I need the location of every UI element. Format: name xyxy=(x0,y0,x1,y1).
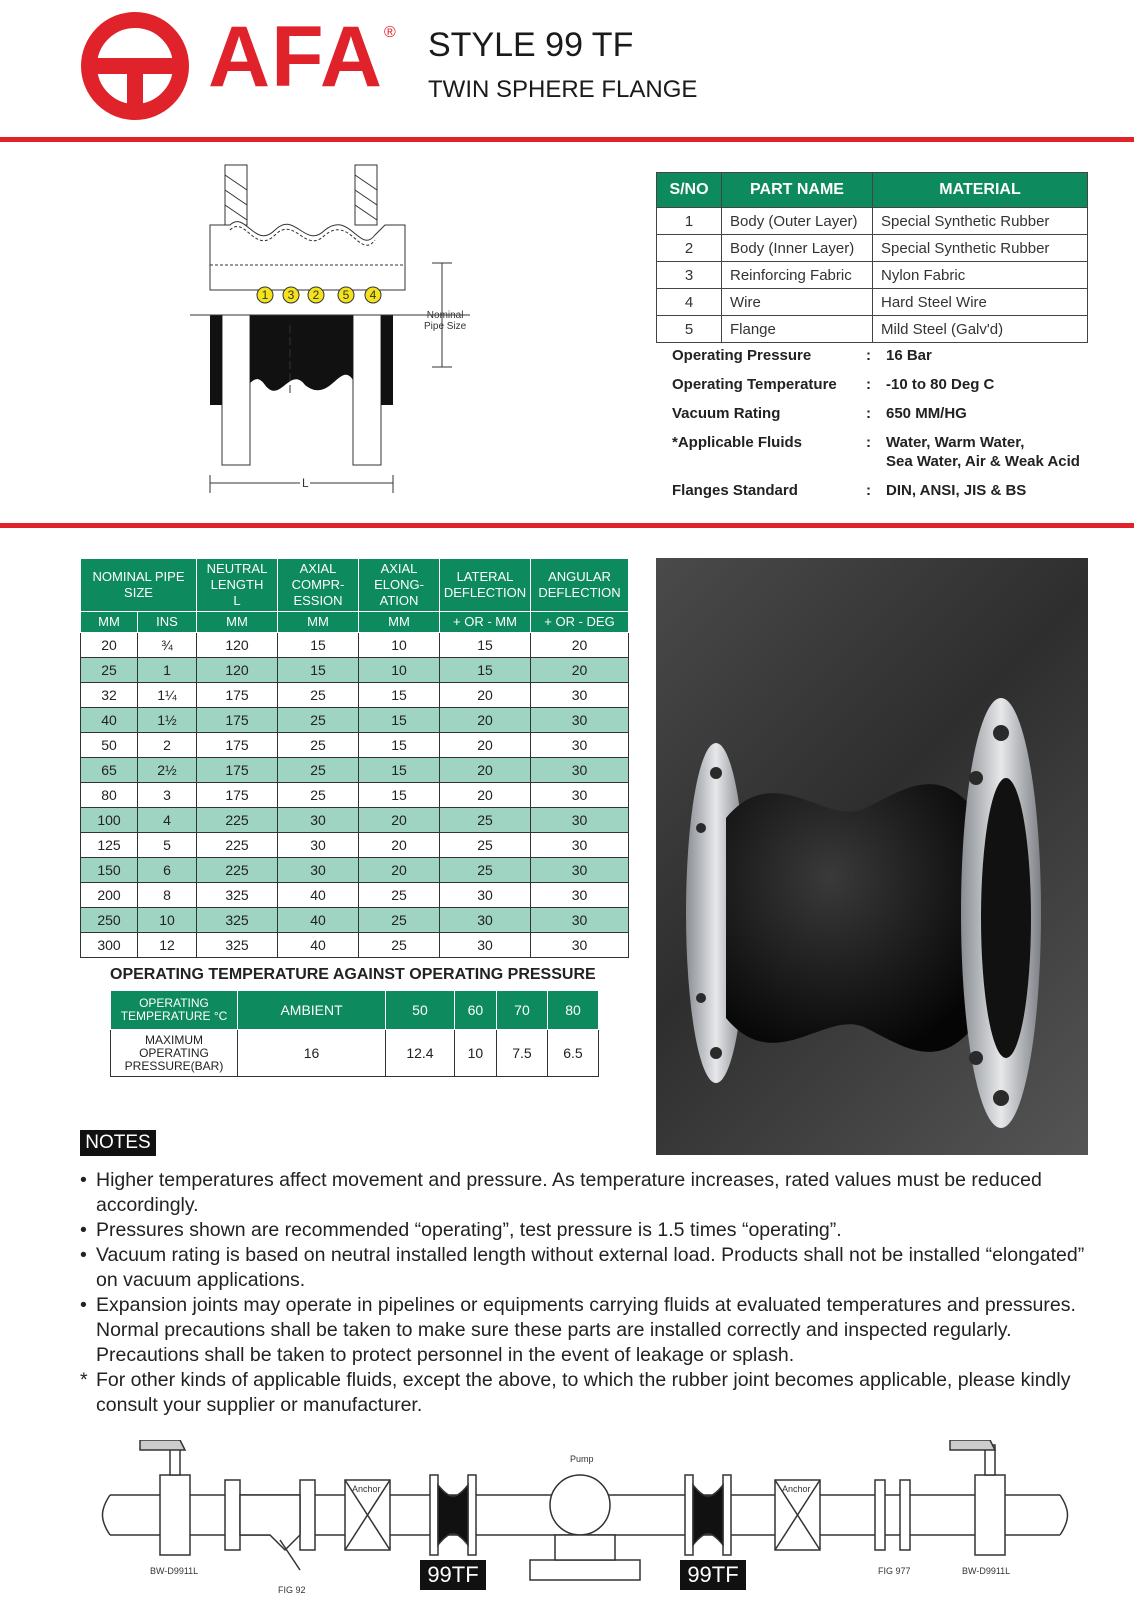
table-cell: 6 xyxy=(138,858,197,883)
note-bullet: • xyxy=(80,1169,87,1191)
table-cell: 30 xyxy=(440,883,531,908)
table-cell: 30 xyxy=(531,833,629,858)
table-cell: 120 xyxy=(197,633,278,658)
table-cell: 175 xyxy=(197,683,278,708)
table-cell: 325 xyxy=(197,883,278,908)
table-cell: 10 xyxy=(454,1030,496,1077)
table-row xyxy=(81,708,629,733)
table-cell: Special Synthetic Rubber xyxy=(873,235,1088,262)
spec-colon: : xyxy=(866,482,871,499)
notes-badge: NOTES xyxy=(80,1130,156,1156)
table-cell: 25 xyxy=(81,658,138,683)
spec-value-multiline xyxy=(886,433,1112,471)
dims-header-row-2 xyxy=(81,612,629,633)
table-cell: 30 xyxy=(531,758,629,783)
dims-header: NEUTRAL LENGTH L xyxy=(197,559,278,612)
table-cell: 65 xyxy=(81,758,138,783)
table-cell: 25 xyxy=(359,883,440,908)
table-cell: 225 xyxy=(197,833,278,858)
spec-value: -10 to 80 Deg C xyxy=(886,376,995,393)
op-header: 50 xyxy=(386,991,455,1030)
spec-vacuum-rating xyxy=(672,404,1112,423)
top-divider xyxy=(0,137,1134,142)
table-row xyxy=(81,808,629,833)
page-subtitle: TWIN SPHERE FLANGE xyxy=(428,76,698,103)
table-cell: 20 xyxy=(440,708,531,733)
table-cell: 80 xyxy=(81,783,138,808)
table-cell: 20 xyxy=(359,858,440,883)
parts-header-name: PART NAME xyxy=(722,173,873,208)
table-cell: 25 xyxy=(278,733,359,758)
spec-key: *Applicable Fluids xyxy=(672,434,803,451)
op-header-first: OPERATING TEMPERATURE °C xyxy=(111,991,238,1030)
dims-header: NOMINAL PIPE SIZE xyxy=(81,559,197,612)
table-cell: 15 xyxy=(359,783,440,808)
table-cell: 20 xyxy=(531,633,629,658)
table-cell: 20 xyxy=(440,683,531,708)
dims-header: LATERAL DEFLECTION xyxy=(440,559,531,612)
table-cell: 20 xyxy=(440,783,531,808)
spec-value: Water, Warm Water, xyxy=(886,434,1025,451)
rubber-joint-image xyxy=(656,558,1088,1155)
parts-header-row xyxy=(657,173,1088,208)
table-cell: 30 xyxy=(531,783,629,808)
table-cell: 1 xyxy=(657,208,722,235)
table-cell: 15 xyxy=(278,633,359,658)
anchor-right-label: Anchor xyxy=(782,1484,811,1494)
table-cell: 25 xyxy=(359,908,440,933)
table-row xyxy=(81,833,629,858)
table-row xyxy=(657,235,1088,262)
dims-unit: MM xyxy=(278,612,359,633)
table-row xyxy=(81,883,629,908)
table-cell: 20 xyxy=(359,808,440,833)
table-cell: 4 xyxy=(657,289,722,316)
nominal-label-line1: Nominal xyxy=(426,310,464,321)
table-row xyxy=(81,933,629,958)
spec-operating-pressure xyxy=(672,346,1112,365)
spec-key: Operating Pressure xyxy=(672,347,812,364)
op-table-title: OPERATING TEMPERATURE AGAINST OPERATING PRESSURE xyxy=(110,966,596,983)
note-text: For other kinds of applicable fluids, except the above, to which the rubber joint becomes applicable, please kindly consult your supplier or manufacturer. xyxy=(96,1369,1071,1416)
table-cell: 175 xyxy=(197,783,278,808)
note-bullet: • xyxy=(80,1219,87,1241)
table-cell: 15 xyxy=(359,733,440,758)
table-cell: 10 xyxy=(359,658,440,683)
page-title: STYLE 99 TF xyxy=(428,26,634,64)
spec-key: Vacuum Rating xyxy=(672,405,781,422)
note-text: Expansion joints may operate in pipelines or equipments carrying fluids at evaluated temperatures and pressures. Normal precautions shall be taken to make sure these parts are installed correctly and inspected regularly. Precautions shall be taken to protect personnel in the event of leakage or splash. xyxy=(96,1294,1076,1366)
note-bullet: • xyxy=(80,1244,87,1266)
table-cell: 20 xyxy=(531,658,629,683)
nominal-label-line2: Pipe Size xyxy=(424,321,467,332)
op-row-first: MAXIMUM OPERATING PRESSURE(BAR) xyxy=(111,1030,238,1077)
op-header: 80 xyxy=(547,991,598,1030)
op-header-row xyxy=(111,991,599,1030)
table-cell: 12 xyxy=(138,933,197,958)
callout-2: 2 xyxy=(312,288,320,302)
table-cell: 15 xyxy=(440,658,531,683)
table-row xyxy=(81,633,629,658)
table-cell: 175 xyxy=(197,733,278,758)
joint-tag-left: 99TF xyxy=(420,1560,486,1590)
table-cell: Special Synthetic Rubber xyxy=(873,208,1088,235)
table-cell: 40 xyxy=(81,708,138,733)
dims-header-row-1 xyxy=(81,559,629,612)
table-cell: 6.5 xyxy=(547,1030,598,1077)
table-row xyxy=(657,208,1088,235)
table-cell: 30 xyxy=(531,708,629,733)
table-row xyxy=(657,262,1088,289)
table-cell: 25 xyxy=(278,783,359,808)
pump-label: Pump xyxy=(570,1454,594,1464)
table-cell: Flange xyxy=(722,316,873,343)
table-cell: 30 xyxy=(278,833,359,858)
table-cell: 30 xyxy=(278,858,359,883)
dims-unit: + OR - MM xyxy=(440,612,531,633)
table-cell: 120 xyxy=(197,658,278,683)
table-cell: ¾ xyxy=(138,633,197,658)
table-cell: Body (Inner Layer) xyxy=(722,235,873,262)
parts-header-sno: S/NO xyxy=(657,173,722,208)
table-cell: 3 xyxy=(138,783,197,808)
temperature-pressure-table xyxy=(110,990,599,1077)
nominal-pipe-label xyxy=(424,310,466,332)
table-cell: 7.5 xyxy=(496,1030,547,1077)
table-cell: 225 xyxy=(197,858,278,883)
table-cell: 10 xyxy=(138,908,197,933)
table-cell: 325 xyxy=(197,933,278,958)
note-text: Higher temperatures affect movement and pressure. As temperature increases, rated values must be reduced accordingly. xyxy=(96,1169,1042,1216)
length-label: L xyxy=(302,476,309,490)
dims-body xyxy=(81,633,629,958)
table-cell: 15 xyxy=(278,658,359,683)
callout-4: 4 xyxy=(369,288,377,302)
table-cell: 25 xyxy=(278,708,359,733)
table-cell: 20 xyxy=(359,833,440,858)
table-cell: 20 xyxy=(440,733,531,758)
table-cell: 1¼ xyxy=(138,683,197,708)
table-cell: 25 xyxy=(440,833,531,858)
table-row xyxy=(81,683,629,708)
table-cell: 30 xyxy=(531,908,629,933)
table-row xyxy=(111,1030,599,1077)
parts-header-material: MATERIAL xyxy=(873,173,1088,208)
dims-header: ANGULAR DEFLECTION xyxy=(531,559,629,612)
table-cell: 175 xyxy=(197,708,278,733)
table-cell: 30 xyxy=(531,858,629,883)
table-cell: Nylon Fabric xyxy=(873,262,1088,289)
table-cell: 25 xyxy=(440,808,531,833)
table-cell: 30 xyxy=(531,933,629,958)
table-cell: Hard Steel Wire xyxy=(873,289,1088,316)
table-cell: 3 xyxy=(657,262,722,289)
table-cell: 2 xyxy=(138,733,197,758)
table-cell: 40 xyxy=(278,883,359,908)
table-cell: Mild Steel (Galv'd) xyxy=(873,316,1088,343)
callout-1: 1 xyxy=(261,288,269,302)
table-cell: 30 xyxy=(440,908,531,933)
table-row xyxy=(81,783,629,808)
dims-unit: + OR - DEG xyxy=(531,612,629,633)
list-item xyxy=(80,1168,1090,1218)
spec-operating-temperature xyxy=(672,375,1112,394)
table-cell: 25 xyxy=(440,858,531,883)
table-cell: 1½ xyxy=(138,708,197,733)
parts-table xyxy=(656,172,1088,343)
list-item xyxy=(80,1218,1090,1243)
table-cell: 5 xyxy=(657,316,722,343)
table-cell: 175 xyxy=(197,758,278,783)
spec-flanges-standard xyxy=(672,481,1112,500)
table-cell: 300 xyxy=(81,933,138,958)
table-cell: 10 xyxy=(359,633,440,658)
anchor-left-label: Anchor xyxy=(352,1484,381,1494)
table-cell: 32 xyxy=(81,683,138,708)
table-row xyxy=(657,289,1088,316)
table-cell: 25 xyxy=(278,758,359,783)
list-item xyxy=(80,1293,1090,1368)
table-cell: 15 xyxy=(359,683,440,708)
dims-unit: MM xyxy=(81,612,138,633)
table-row xyxy=(81,908,629,933)
dims-unit: INS xyxy=(138,612,197,633)
op-header: 70 xyxy=(496,991,547,1030)
table-cell: 225 xyxy=(197,808,278,833)
callout-3: 3 xyxy=(287,288,295,302)
joint-tag-right: 99TF xyxy=(680,1560,746,1590)
dims-unit: MM xyxy=(359,612,440,633)
spec-applicable-fluids xyxy=(672,433,1112,471)
spec-colon: : xyxy=(866,405,871,422)
valve-left-label: BW-D9911L xyxy=(150,1566,199,1576)
table-cell: 125 xyxy=(81,833,138,858)
table-cell: 8 xyxy=(138,883,197,908)
table-cell: 30 xyxy=(278,808,359,833)
spec-value: 16 Bar xyxy=(886,347,932,364)
table-cell: Wire xyxy=(722,289,873,316)
spec-key: Flanges Standard xyxy=(672,482,798,499)
spec-value: 650 MM/HG xyxy=(886,405,967,422)
callout-5: 5 xyxy=(342,288,350,302)
dims-header: AXIAL COMPR- ESSION xyxy=(278,559,359,612)
valve-right-label: BW-D9911L xyxy=(962,1566,1011,1576)
table-cell: 5 xyxy=(138,833,197,858)
table-row xyxy=(657,316,1088,343)
table-cell: 20 xyxy=(81,633,138,658)
dims-unit: MM xyxy=(197,612,278,633)
spec-value-2: Sea Water, Air & Weak Acid xyxy=(886,453,1080,470)
table-cell: 4 xyxy=(138,808,197,833)
spec-colon: : xyxy=(866,376,871,393)
specifications-list xyxy=(672,346,1112,510)
table-row xyxy=(81,758,629,783)
table-cell: 150 xyxy=(81,858,138,883)
strainer-label: FIG 92 xyxy=(278,1585,306,1595)
spec-colon: : xyxy=(866,434,871,451)
note-bullet: * xyxy=(80,1369,88,1391)
table-cell: 30 xyxy=(531,808,629,833)
table-cell: 12.4 xyxy=(386,1030,455,1077)
table-cell: 30 xyxy=(531,733,629,758)
table-cell: 15 xyxy=(440,633,531,658)
op-header: AMBIENT xyxy=(238,991,386,1030)
table-cell: 20 xyxy=(440,758,531,783)
product-photo xyxy=(656,558,1088,1155)
table-cell: Reinforcing Fabric xyxy=(722,262,873,289)
table-cell: 100 xyxy=(81,808,138,833)
dims-header: AXIAL ELONG- ATION xyxy=(359,559,440,612)
list-item xyxy=(80,1243,1090,1293)
table-cell: 15 xyxy=(359,708,440,733)
table-cell: 25 xyxy=(278,683,359,708)
notes-list xyxy=(80,1168,1090,1418)
table-cell: 40 xyxy=(278,908,359,933)
table-row xyxy=(81,658,629,683)
table-cell: 50 xyxy=(81,733,138,758)
registered-mark: ® xyxy=(384,24,396,41)
table-cell: 25 xyxy=(359,933,440,958)
table-cell: 16 xyxy=(238,1030,386,1077)
note-text: Vacuum rating is based on neutral installed length without external load. Products shall not be installed “elongated” on vacuum applications. xyxy=(96,1244,1085,1291)
table-row xyxy=(81,733,629,758)
op-header: 60 xyxy=(454,991,496,1030)
note-bullet: • xyxy=(80,1294,87,1316)
table-cell: 325 xyxy=(197,908,278,933)
dimensions-table xyxy=(80,558,629,958)
table-cell: 15 xyxy=(359,758,440,783)
table-row xyxy=(81,858,629,883)
table-cell: 1 xyxy=(138,658,197,683)
middle-divider xyxy=(0,523,1134,528)
table-cell: 200 xyxy=(81,883,138,908)
table-cell: 40 xyxy=(278,933,359,958)
table-cell: 2½ xyxy=(138,758,197,783)
afa-logo-icon xyxy=(80,8,200,120)
fig977-label: FIG 977 xyxy=(878,1566,911,1576)
table-cell: 30 xyxy=(440,933,531,958)
table-cell: 30 xyxy=(531,883,629,908)
list-item xyxy=(80,1368,1090,1418)
note-text: Pressures shown are recommended “operating”, test pressure is 1.5 times “operating”. xyxy=(96,1219,842,1241)
table-cell: Body (Outer Layer) xyxy=(722,208,873,235)
spec-colon: : xyxy=(866,347,871,364)
spec-key: Operating Temperature xyxy=(672,376,837,393)
table-cell: 250 xyxy=(81,908,138,933)
brand-name: AFA xyxy=(208,9,383,105)
spec-value: DIN, ANSI, JIS & BS xyxy=(886,482,1027,499)
pipeline-installation-diagram xyxy=(100,1440,1070,1600)
table-cell: 2 xyxy=(657,235,722,262)
table-cell: 30 xyxy=(531,683,629,708)
